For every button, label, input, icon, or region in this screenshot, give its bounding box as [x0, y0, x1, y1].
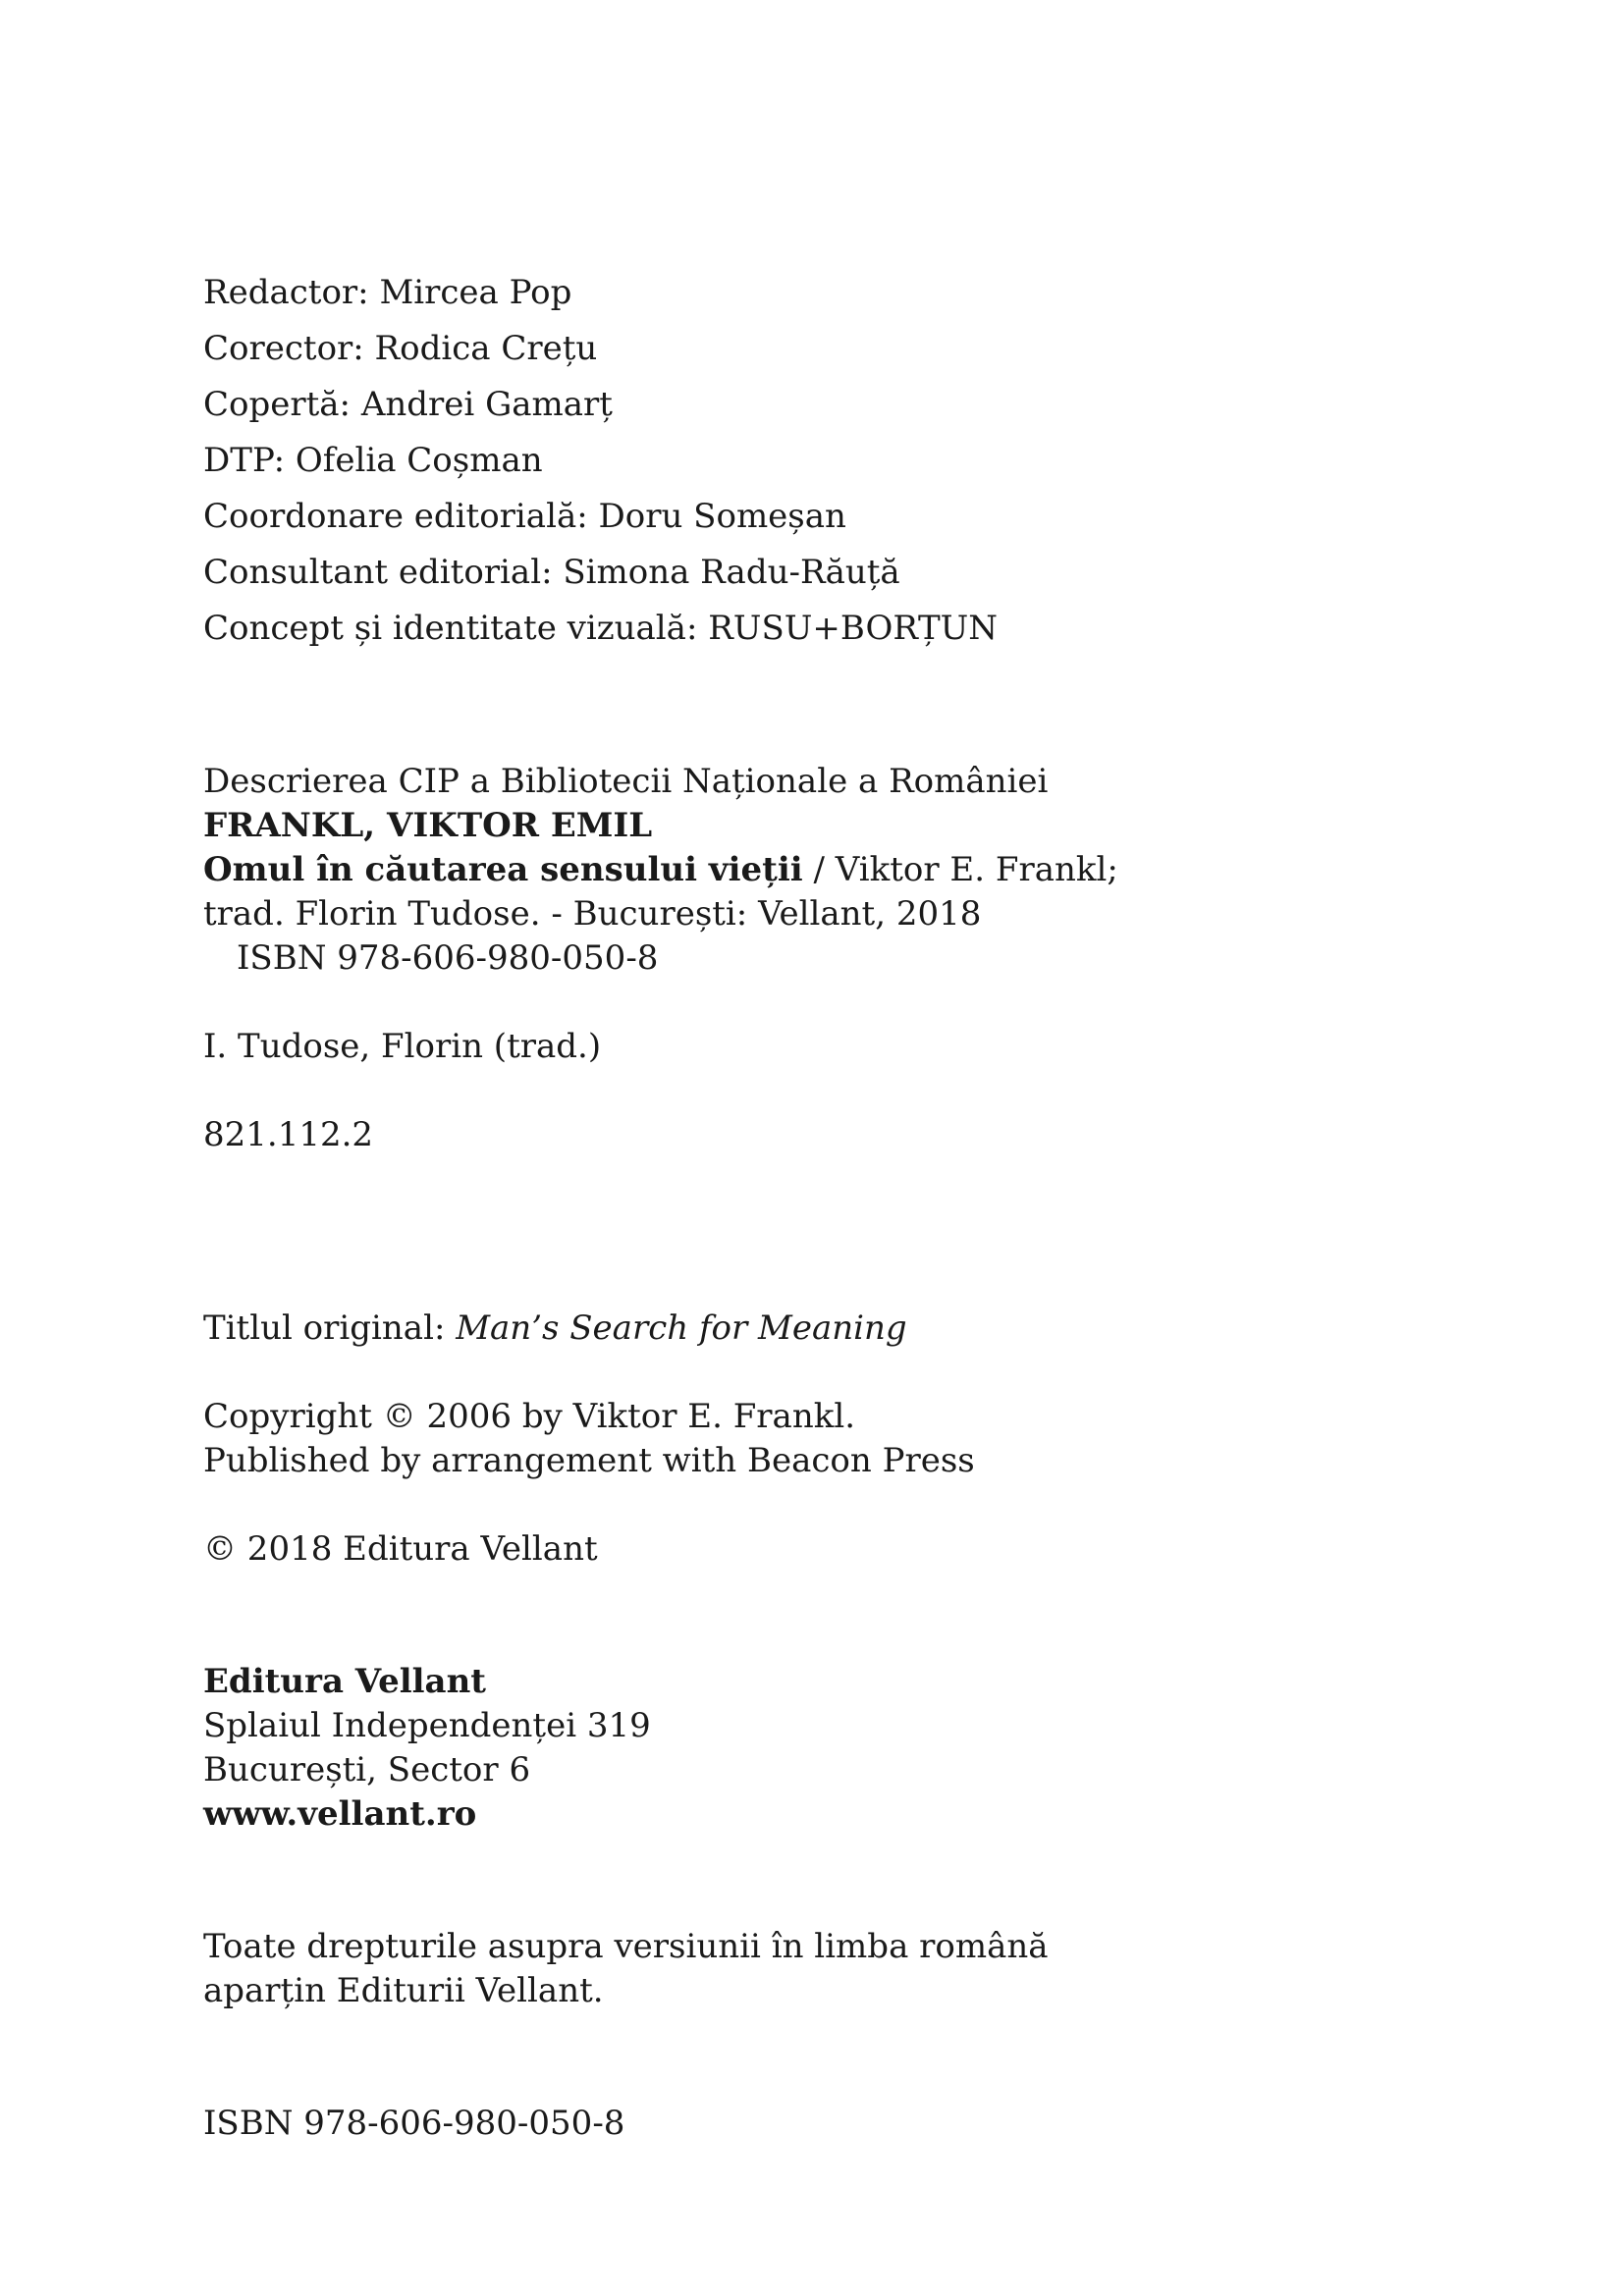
cip-heading: Descrierea CIP a Bibliotecii Naționale a României [203, 762, 1049, 801]
original-title: Man’s Search for Meaning [456, 1308, 907, 1348]
footer-isbn: ISBN 978-606-980-050-8 [203, 2104, 625, 2143]
cip-classification: 821.112.2 [203, 1115, 374, 1154]
cip-title: Omul în căutarea sensului vieții [203, 850, 803, 889]
credit-dtp: DTP: Ofelia Coșman [203, 441, 543, 480]
publisher-name: Editura Vellant [203, 1662, 486, 1701]
cip-title-rest: / Viktor E. Frankl; [802, 850, 1118, 889]
publisher-city: București, Sector 6 [203, 1750, 531, 1789]
rights-line-1: Toate drepturile asupra versiunii în limba română [203, 1927, 1049, 1966]
credit-editorial-consultant: Consultant editorial: Simona Radu-Răuță [203, 553, 900, 592]
cip-imprint: trad. Florin Tudose. - București: Vellant, 2018 [203, 894, 982, 934]
cip-author: FRANKL, VIKTOR EMIL [203, 806, 653, 845]
publisher-copyright-line: © 2018 Editura Vellant [203, 1529, 598, 1569]
credit-visual-identity: Concept și identitate vizuală: RUSU+BORȚUN [203, 609, 999, 648]
credit-editor: Redactor: Mircea Pop [203, 273, 572, 312]
publisher-street: Splaiul Independenței 319 [203, 1706, 651, 1745]
credit-cover: Copertă: Andrei Gamarț [203, 385, 613, 424]
original-title-label: Titlul original: [203, 1308, 457, 1348]
cip-title-line [203, 850, 1118, 890]
credit-editorial-coordination: Coordonare editorială: Doru Someșan [203, 497, 846, 536]
credit-proofreader: Corector: Rodica Crețu [203, 329, 598, 368]
original-title-line [203, 1308, 907, 1349]
published-by-line: Published by arrangement with Beacon Press [203, 1441, 975, 1480]
cip-isbn: ISBN 978-606-980-050-8 [237, 938, 659, 978]
copyright-line: Copyright © 2006 by Viktor E. Frankl. [203, 1397, 855, 1436]
publisher-website: www.vellant.ro [203, 1794, 477, 1834]
rights-line-2: aparțin Editurii Vellant. [203, 1971, 604, 2010]
cip-entry: I. Tudose, Florin (trad.) [203, 1027, 602, 1066]
